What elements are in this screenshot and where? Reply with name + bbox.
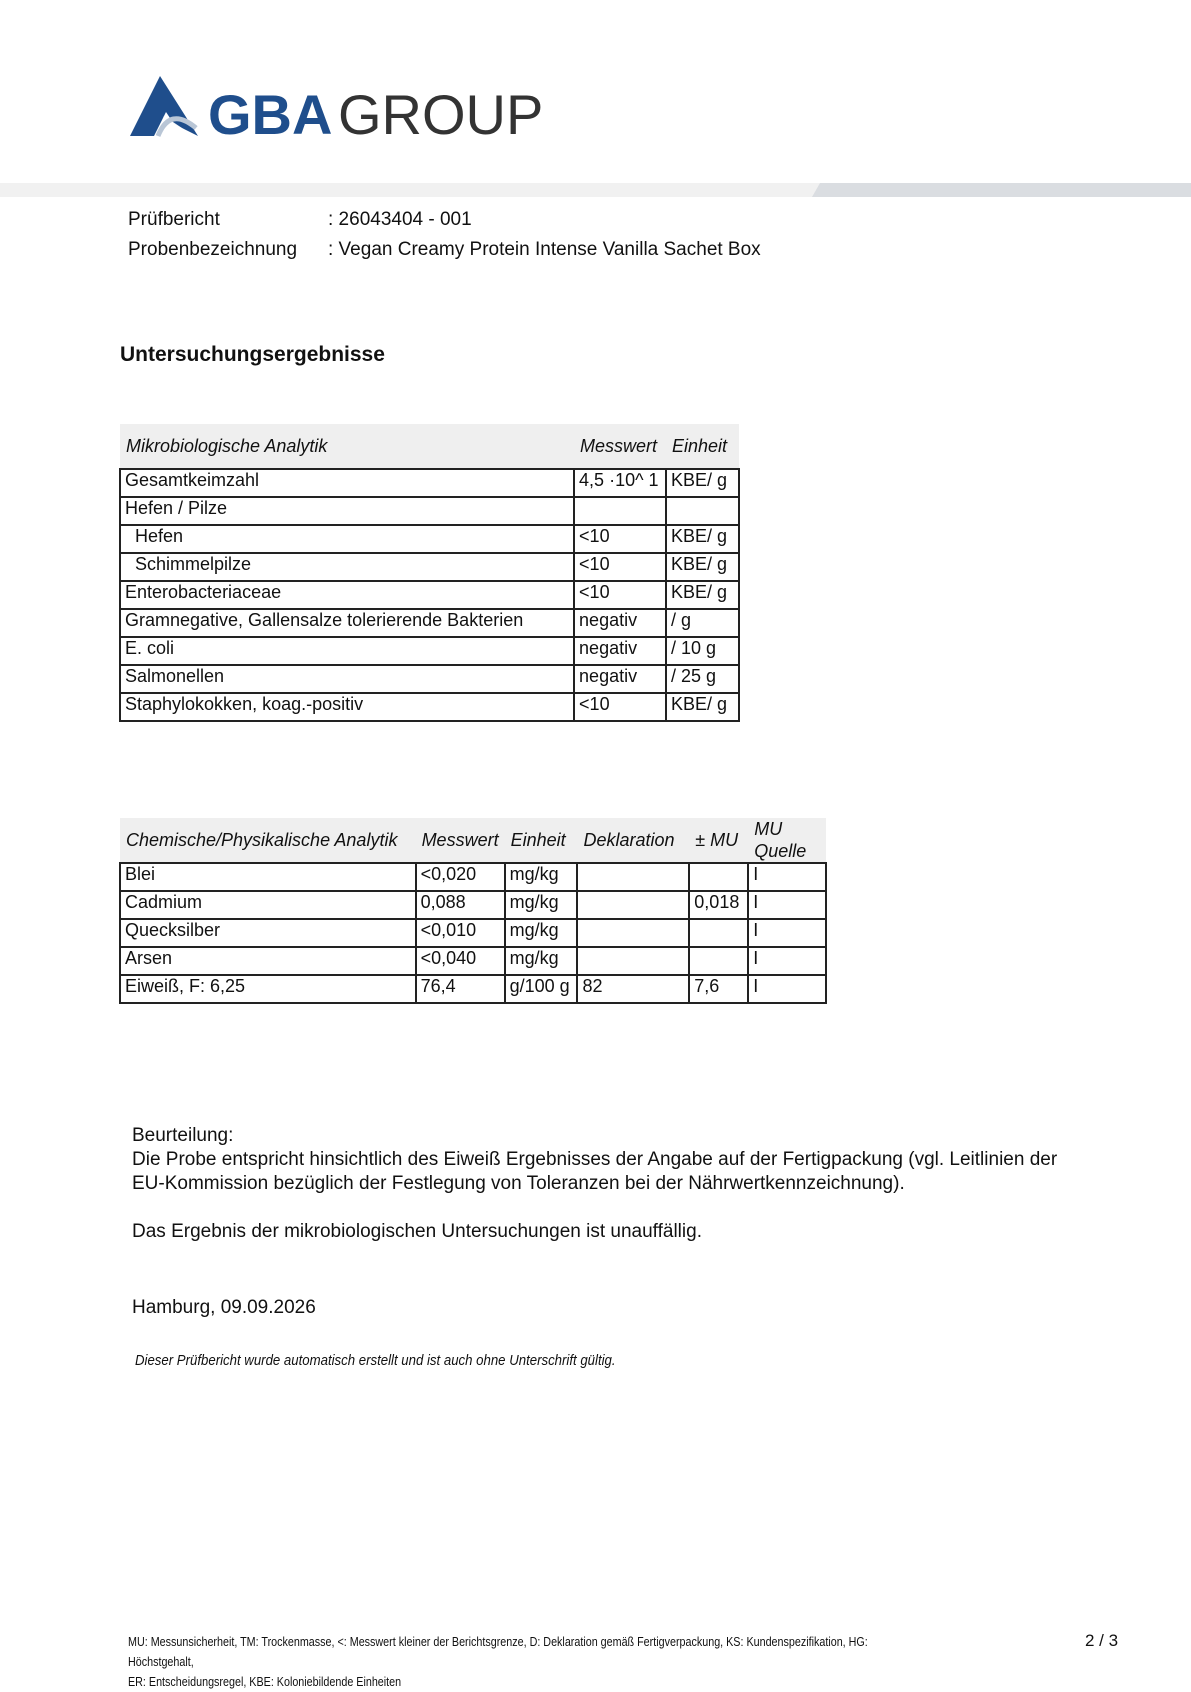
footer-legend-line: MU: Messunsicherheit, TM: Trockenmasse, <: Messwert kleiner der Berichtsgrenze, D: Deklaration gemäß Fertigverpackung, KS: Kundenspezifikation, HG: Höchstgehalt, (128, 1635, 868, 1669)
unit: g/100 g (505, 975, 578, 1003)
analyte-name: Quecksilber (120, 919, 416, 947)
sample-name: : Vegan Creamy Protein Intense Vanilla Sachet Box (328, 239, 761, 260)
micro-result-text: Das Ergebnis der mikrobiologischen Untersuchungen ist unauffällig. (132, 1221, 702, 1242)
column-header: Deklaration (577, 818, 689, 863)
measured-value: <10 (574, 553, 666, 581)
measured-value: <0,010 (416, 919, 505, 947)
mu-source: I (748, 947, 826, 975)
measured-value: <10 (574, 581, 666, 609)
unit: / 10 g (666, 637, 739, 665)
measured-value: 0,088 (416, 891, 505, 919)
unit: mg/kg (505, 891, 578, 919)
table-row (120, 891, 826, 919)
analyte-name (120, 525, 574, 553)
table-row (120, 469, 739, 497)
analyte-name: Gesamtkeimzahl (120, 469, 574, 497)
table-header (120, 424, 739, 469)
analyte-name: Hefen / Pilze (120, 497, 574, 525)
table-row (120, 665, 739, 693)
measurement-uncertainty: 0,018 (689, 891, 748, 919)
svg-text:GBA: GBA (208, 83, 333, 146)
unit: KBE/ g (666, 525, 739, 553)
measured-value: <10 (574, 693, 666, 721)
table-row (120, 947, 826, 975)
unit: mg/kg (505, 863, 578, 891)
table-row (120, 553, 739, 581)
analyte-name: Staphylokokken, koag.-positiv (120, 693, 574, 721)
table-row (120, 497, 739, 525)
assessment-heading: Beurteilung: (132, 1125, 234, 1146)
unit: / 25 g (666, 665, 739, 693)
measured-value (574, 497, 666, 525)
declaration (577, 919, 689, 947)
column-header: Chemische/Physikalische Analytik (120, 818, 416, 863)
page-number: 2 / 3 (1085, 1631, 1119, 1650)
unit: KBE/ g (666, 469, 739, 497)
footer-legend (128, 1632, 902, 1692)
report-label: Prüfbericht (128, 209, 220, 230)
analyte-label: Schimmelpilze (135, 554, 252, 574)
table-row (120, 863, 826, 891)
mu-source: I (748, 975, 826, 1003)
analyte-name (120, 553, 574, 581)
measured-value: <10 (574, 525, 666, 553)
analyte-name: Enterobacteriaceae (120, 581, 574, 609)
column-header: Mikrobiologische Analytik (120, 424, 574, 469)
auto-generated-note: Dieser Prüfbericht wurde automatisch erstellt und ist auch ohne Unterschrift gültig. (135, 1352, 616, 1369)
measurement-uncertainty (689, 863, 748, 891)
column-header: Einheit (505, 818, 578, 863)
unit: KBE/ g (666, 581, 739, 609)
analyte-name: Eiweiß, F: 6,25 (120, 975, 416, 1003)
analyte-name: Cadmium (120, 891, 416, 919)
unit: mg/kg (505, 947, 578, 975)
header-stripe (0, 183, 1191, 197)
measurement-uncertainty: 7,6 (689, 975, 748, 1003)
unit: / g (666, 609, 739, 637)
table-row (120, 609, 739, 637)
assessment-text: Die Probe entspricht hinsichtlich des Eiweiß Ergebnisses der Angabe auf der Fertigpackung (vgl. Leitlinien der EU-Kommission bezüglich der Festlegung von Toleranzen bei der Nährwertkennzeichnung). (132, 1149, 1058, 1194)
mountain-triangle-icon (130, 76, 570, 146)
analyte-name: Arsen (120, 947, 416, 975)
microbiology-table (119, 424, 740, 722)
measurement-uncertainty (689, 919, 748, 947)
svg-text:GROUP: GROUP (338, 83, 544, 146)
measured-value: <0,020 (416, 863, 505, 891)
declaration (577, 947, 689, 975)
company-logo (130, 76, 570, 146)
table-row (120, 525, 739, 553)
declaration (577, 891, 689, 919)
measured-value: negativ (574, 609, 666, 637)
measured-value: negativ (574, 637, 666, 665)
measured-value: <0,040 (416, 947, 505, 975)
column-header: ± MU (689, 818, 748, 863)
table-row (120, 919, 826, 947)
table-row (120, 693, 739, 721)
chemistry-table (119, 818, 827, 1004)
measured-value: 4,5 ·10^ 1 (574, 469, 666, 497)
analyte-name: Blei (120, 863, 416, 891)
analyte-name: Gramnegative, Gallensalze tolerierende Bakterien (120, 609, 574, 637)
mu-source: I (748, 863, 826, 891)
place-date: Hamburg, 09.09.2026 (132, 1297, 316, 1318)
footer-legend-line: ER: Entscheidungsregel, KBE: Koloniebildende Einheiten (128, 1675, 402, 1689)
measured-value: 76,4 (416, 975, 505, 1003)
declaration: 82 (577, 975, 689, 1003)
column-header: MU Quelle (748, 818, 826, 863)
table-header (120, 818, 826, 863)
column-header: Messwert (574, 424, 666, 469)
unit: mg/kg (505, 919, 578, 947)
table-row (120, 581, 739, 609)
analyte-label: Hefen (135, 526, 184, 546)
table-row (120, 637, 739, 665)
mu-source: I (748, 891, 826, 919)
unit: KBE/ g (666, 553, 739, 581)
table-row (120, 975, 826, 1003)
measurement-uncertainty (689, 947, 748, 975)
measured-value: negativ (574, 665, 666, 693)
declaration (577, 863, 689, 891)
analyte-name: E. coli (120, 637, 574, 665)
report-number: : 26043404 - 001 (328, 209, 472, 230)
section-title: Untersuchungsergebnisse (120, 343, 385, 366)
mu-source: I (748, 919, 826, 947)
analyte-name: Salmonellen (120, 665, 574, 693)
unit (666, 497, 739, 525)
sample-label: Probenbezeichnung (128, 239, 298, 260)
unit: KBE/ g (666, 693, 739, 721)
column-header: Messwert (416, 818, 505, 863)
column-header: Einheit (666, 424, 739, 469)
